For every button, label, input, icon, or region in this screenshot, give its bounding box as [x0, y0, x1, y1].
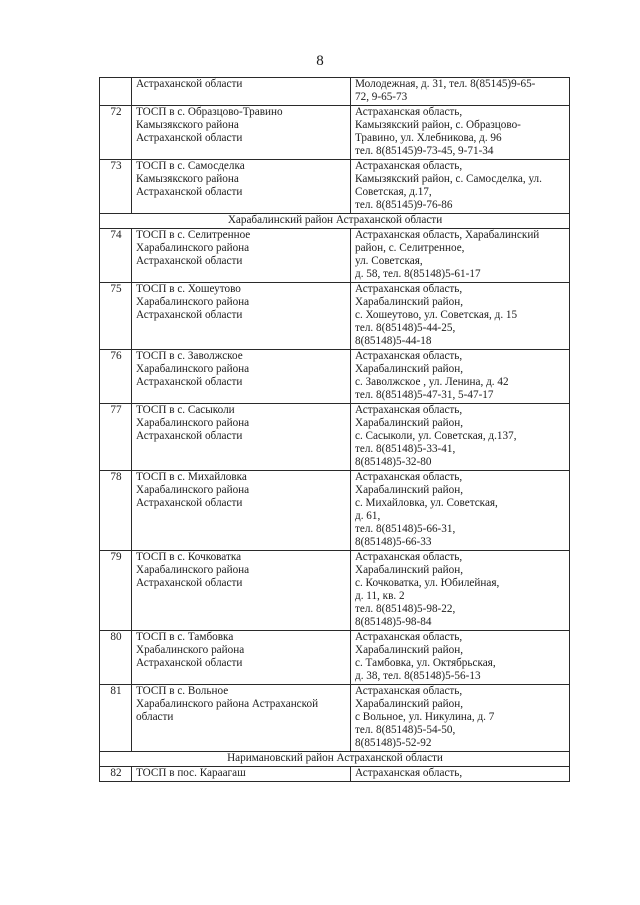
row-number: 72 — [100, 106, 132, 160]
office-address-line: тел. 8(85148)5-54-50, — [355, 724, 456, 736]
office-address-cell — [351, 78, 570, 106]
office-name-cell — [132, 631, 351, 685]
office-name-cell — [132, 78, 351, 106]
office-name-cell — [132, 106, 351, 160]
table-row — [100, 685, 570, 752]
section-header-row — [100, 214, 570, 229]
section-header-row — [100, 752, 570, 767]
office-address-line: Астраханская область, — [355, 350, 463, 362]
office-address-line: район, с. Селитренное, — [355, 242, 465, 254]
row-number: 76 — [100, 350, 132, 404]
office-address-cell — [351, 106, 570, 160]
office-name-line: ТОСП в с. Сасыколи — [136, 404, 235, 416]
office-name-line: ТОСП в с. Образцово-Травино — [136, 106, 283, 118]
office-address-cell — [351, 685, 570, 752]
office-address-line: Астраханская область, — [355, 106, 463, 118]
office-address-line: Травино, ул. Хлебникова, д. 96 — [355, 132, 502, 144]
office-address-cell — [351, 631, 570, 685]
office-address-line: с. Тамбовка, ул. Октябрьская, — [355, 657, 496, 669]
office-address-line: д. 38, тел. 8(85148)5-56-13 — [355, 670, 481, 682]
office-address-line: с. Сасыколи, ул. Советская, д.137, — [355, 430, 517, 442]
office-address-line: тел. 8(85148)5-44-25, — [355, 322, 456, 334]
office-name-line: ТОСП в с. Тамбовка — [136, 631, 234, 643]
office-name-cell — [132, 767, 351, 782]
office-address-line: Астраханская область, — [355, 404, 463, 416]
page-number: 8 — [316, 53, 324, 69]
office-address-line: Молодежная, д. 31, тел. 8(85145)9-65- — [355, 78, 536, 90]
offices-table — [99, 77, 570, 782]
office-name-line: Харабалинского района — [136, 484, 250, 496]
table-row — [100, 229, 570, 283]
office-address-line: 8(85148)5-32-80 — [355, 456, 432, 468]
office-name-line: ТОСП в с. Селитренное — [136, 229, 251, 241]
office-name-line: ТОСП в с. Михайловка — [136, 471, 247, 483]
office-address-line: Харабалинский район, — [355, 296, 464, 308]
office-address-line: Советская, д.17, — [355, 186, 432, 198]
office-address-line: с. Кочковатка, ул. Юбилейная, — [355, 577, 500, 589]
office-address-line: д. 11, кв. 2 — [355, 590, 405, 602]
office-name-line: ТОСП в пос. Караагаш — [136, 767, 246, 779]
office-address-cell — [351, 350, 570, 404]
row-number: 75 — [100, 283, 132, 350]
office-address-line: Астраханская область, — [355, 283, 463, 295]
row-number — [100, 78, 132, 106]
office-address-line: Астраханская область, — [355, 160, 463, 172]
office-address-line: Астраханская область, Харабалинский — [355, 229, 540, 241]
office-address-cell — [351, 160, 570, 214]
row-number: 78 — [100, 471, 132, 551]
office-address-line: тел. 8(85145)9-73-45, 9-71-34 — [355, 145, 494, 157]
office-address-cell — [351, 471, 570, 551]
office-name-cell — [132, 685, 351, 752]
office-name-line: Астраханской области — [136, 309, 243, 321]
office-name-line: ТОСП в с. Хошеутово — [136, 283, 241, 295]
office-address-line: д. 58, тел. 8(85148)5-61-17 — [355, 268, 481, 280]
table-row — [100, 350, 570, 404]
office-name-line: Харабалинского района — [136, 296, 250, 308]
office-name-line: Астраханской области — [136, 78, 243, 90]
office-address-cell — [351, 551, 570, 631]
office-address-cell — [351, 229, 570, 283]
office-address-line: Харабалинский район, — [355, 417, 464, 429]
office-name-line: ТОСП в с. Заволжское — [136, 350, 243, 362]
office-name-line: области — [136, 711, 174, 723]
office-address-line: 8(85148)5-66-33 — [355, 536, 432, 548]
office-address-line: тел. 8(85148)5-47-31, 5-47-17 — [355, 389, 494, 401]
table-row — [100, 471, 570, 551]
office-name-cell — [132, 471, 351, 551]
office-address-line: Астраханская область, — [355, 685, 463, 697]
section-title: Наримановский район Астраханской области — [100, 752, 570, 767]
office-address-line: Харабалинский район, — [355, 484, 464, 496]
office-name-line: Астраханской области — [136, 376, 243, 388]
office-address-line: 72, 9-65-73 — [355, 91, 408, 103]
office-name-cell — [132, 229, 351, 283]
office-name-line: Астраханской области — [136, 577, 243, 589]
office-address-line: Камызякский район, с. Самосделка, ул. — [355, 173, 542, 185]
office-address-line: с. Михайловка, ул. Советская, — [355, 497, 498, 509]
office-address-line: Астраханская область, — [355, 471, 463, 483]
office-name-line: Харабалинского района — [136, 242, 250, 254]
table-row — [100, 106, 570, 160]
row-number: 81 — [100, 685, 132, 752]
row-number: 74 — [100, 229, 132, 283]
table-row — [100, 767, 570, 782]
office-name-line: ТОСП в с. Кочковатка — [136, 551, 242, 563]
office-address-line: ул. Советская, — [355, 255, 423, 267]
office-name-line: Астраханской области — [136, 186, 243, 198]
office-address-line: Астраханская область, — [355, 767, 463, 779]
office-address-line: д. 61, — [355, 510, 381, 522]
table-row — [100, 160, 570, 214]
office-name-line: Астраханской области — [136, 255, 243, 267]
office-name-line: ТОСП в с. Вольное — [136, 685, 229, 697]
table-row — [100, 78, 570, 106]
table-row — [100, 283, 570, 350]
office-address-cell — [351, 404, 570, 471]
row-number: 79 — [100, 551, 132, 631]
office-address-line: тел. 8(85148)5-33-41, — [355, 443, 456, 455]
office-name-line: ТОСП в с. Самосделка — [136, 160, 245, 172]
row-number: 73 — [100, 160, 132, 214]
section-title: Харабалинский район Астраханской области — [100, 214, 570, 229]
office-address-cell — [351, 767, 570, 782]
office-address-line: Астраханская область, — [355, 631, 463, 643]
office-address-line: Харабалинский район, — [355, 698, 464, 710]
office-name-line: Харабалинского района — [136, 417, 250, 429]
office-name-line: Харабалинского района Астраханской — [136, 698, 319, 710]
office-name-cell — [132, 350, 351, 404]
office-name-cell — [132, 551, 351, 631]
office-address-line: тел. 8(85148)5-66-31, — [355, 523, 456, 535]
table-row — [100, 631, 570, 685]
office-address-line: с. Хошеутово, ул. Советская, д. 15 — [355, 309, 518, 321]
office-name-cell — [132, 160, 351, 214]
office-name-line: Астраханской области — [136, 132, 243, 144]
office-name-line: Харабалинского района — [136, 363, 250, 375]
office-name-line: Храбалинского района — [136, 644, 245, 656]
office-address-cell — [351, 283, 570, 350]
office-name-line: Камызякского района — [136, 119, 239, 131]
office-address-line: Харабалинский район, — [355, 363, 464, 375]
office-address-line: Камызякский район, с. Образцово- — [355, 119, 521, 131]
row-number: 82 — [100, 767, 132, 782]
office-address-line: Харабалинский район, — [355, 564, 464, 576]
row-number: 77 — [100, 404, 132, 471]
table-row — [100, 404, 570, 471]
office-name-cell — [132, 404, 351, 471]
office-address-line: с. Заволжское , ул. Ленина, д. 42 — [355, 376, 509, 388]
row-number: 80 — [100, 631, 132, 685]
office-address-line: 8(85148)5-44-18 — [355, 335, 432, 347]
office-name-line: Астраханской области — [136, 497, 243, 509]
office-address-line: Астраханская область, — [355, 551, 463, 563]
office-address-line: 8(85148)5-98-84 — [355, 616, 432, 628]
office-address-line: тел. 8(85148)5-98-22, — [355, 603, 456, 615]
office-address-line: 8(85148)5-52-92 — [355, 737, 432, 749]
table-row — [100, 551, 570, 631]
office-name-line: Камызякского района — [136, 173, 239, 185]
office-name-line: Астраханской области — [136, 430, 243, 442]
office-address-line: тел. 8(85145)9-76-86 — [355, 199, 453, 211]
office-name-line: Астраханской области — [136, 657, 243, 669]
office-address-line: Харабалинский район, — [355, 644, 464, 656]
office-address-line: с Вольное, ул. Никулина, д. 7 — [355, 711, 495, 723]
office-name-cell — [132, 283, 351, 350]
office-name-line: Харабалинского района — [136, 564, 250, 576]
